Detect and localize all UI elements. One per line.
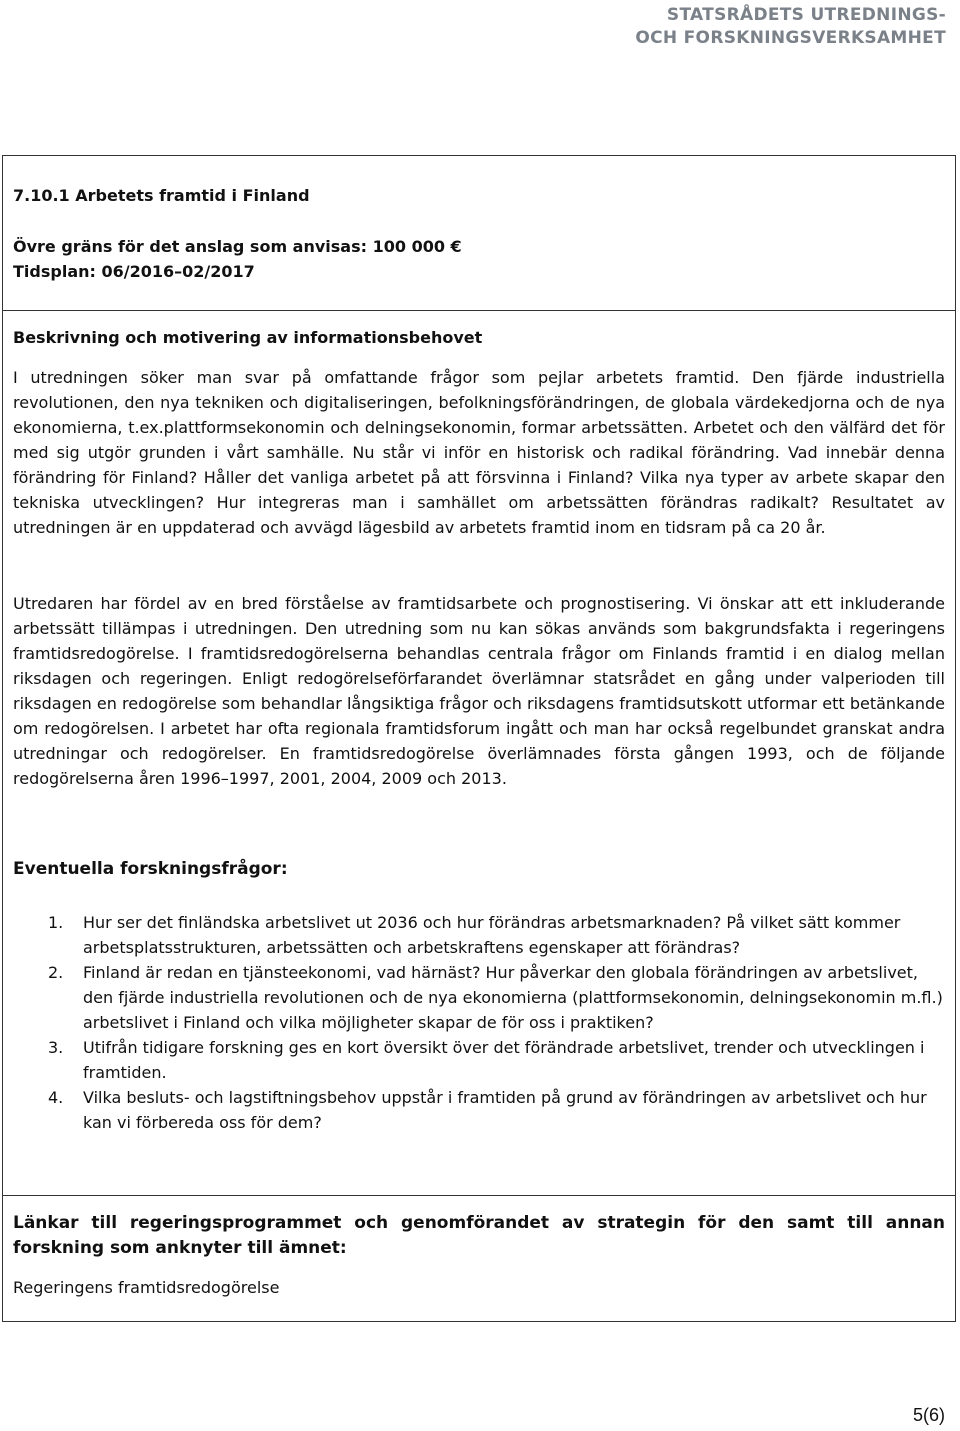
question-text: Finland är redan en tjänsteekonomi, vad härnäst? Hur påverkar den globala förändringen av arbetslivet, den fjärde industriella revolutionen och de nya ekonomierna (plattformsekonomin, delningsekonomin m.fl.) arbetslivet i Finland och vilka möjligheter skapar de för oss i praktiken? [83, 963, 943, 1032]
divider-before-links [2, 1195, 956, 1196]
question-number: 3. [48, 1038, 64, 1057]
question-text: Vilka besluts- och lagstiftningsbehov uppstår i framtiden på grund av förändringen av arbetslivet och hur kan vi förbereda oss för dem? [83, 1088, 927, 1132]
section-title: 7.10.1 Arbetets framtid i Finland [13, 186, 310, 205]
budget-line: Övre gräns för det anslag som anvisas: 100 000 € [13, 237, 462, 256]
schedule-line: Tidsplan: 06/2016–02/2017 [13, 262, 255, 281]
question-number: 4. [48, 1088, 64, 1107]
question-number: 2. [48, 963, 64, 982]
question-item [13, 960, 945, 1035]
question-number: 1. [48, 913, 64, 932]
publisher-header [635, 4, 946, 50]
description-paragraph-2: Utredaren har fördel av en bred förståelse av framtidsarbete och prognostisering. Vi önskar att ett inkluderande arbetssätt tillämpas i utredningen. Den utredning som nu kan sökas används som bakgrundsfakta i regeringens framtidsredogörelse. I framtidsredogörelserna behandlas centrala frågor om Finlands framtid i en dialog mellan riksdagen och regeringen. Enligt redogörelseförfarandet överlämnar statsrådet en gång under valperioden till riksdagen en redogörelse som behandlar långsiktiga frågor och riksdagens framtidsutskott utformar ett betänkande om redogörelsen. I arbetet har ofta regionala framtidsforum ingått och man har också regelbundet granskat andra utredningar och redogörelser. En framtidsredogörelse överlämnades första gången 1993, och de följande redogörelserna åren 1996–1997, 2001, 2004, 2009 och 2013. [13, 594, 945, 788]
question-text: Hur ser det finländska arbetslivet ut 2036 och hur förändras arbetsmarknaden? På vilket sätt kommer arbetsplatsstrukturen, arbetssätten och arbetskraftens egenskaper att förändras? [83, 913, 901, 957]
divider-after-title [2, 310, 956, 311]
publisher-line-2: OCH FORSKNINGSVERKSAMHET [635, 28, 946, 48]
question-item [13, 1085, 945, 1135]
question-item [13, 910, 945, 960]
question-text: Utifrån tidigare forskning ges en kort översikt över det förändrade arbetslivet, trender och utvecklingen i framtiden. [83, 1038, 925, 1082]
description-heading: Beskrivning och motivering av informationsbehovet [13, 328, 483, 347]
description-paragraph-1: I utredningen söker man svar på omfattande frågor som pejlar arbetets framtid. Den fjärde industriella revolutionen, den nya tekniken och digitaliseringen, befolkningsförändringen, de globala värdekedjorna och de nya ekonomierna, t.ex.plattformsekonomin och delningsekonomin, formar arbetssätten. Arbetet och den välfärd det för med sig utgör grunden i vårt samhälle. Nu står vi inför en historisk och radikal förändring. Vad innebär denna förändring för Finland? Håller det vanliga arbetet på att försvinna i Finland? Vilka nya typer av arbete skapar den tekniska utvecklingen? Hur integreras man i samhället om arbetssätten förändras radikalt? Resultatet av utredningen är en uppdaterad och avvägd lägesbild av arbetets framtid inom en tidsram på ca 20 år. [13, 368, 945, 537]
questions-list [13, 910, 945, 1135]
link-regeringens-framtidsredogorelse: Regeringens framtidsredogörelse [13, 1278, 280, 1297]
questions-heading: Eventuella forskningsfrågor: [13, 859, 288, 879]
page-number: 5(6) [912, 1405, 945, 1425]
links-heading: Länkar till regeringsprogrammet och genomförandet av strategin för den samt till annan forskning som anknyter till ämnet: [13, 1213, 945, 1258]
question-item [13, 1035, 945, 1085]
publisher-line-1: STATSRÅDETS UTREDNINGS- [666, 5, 946, 25]
